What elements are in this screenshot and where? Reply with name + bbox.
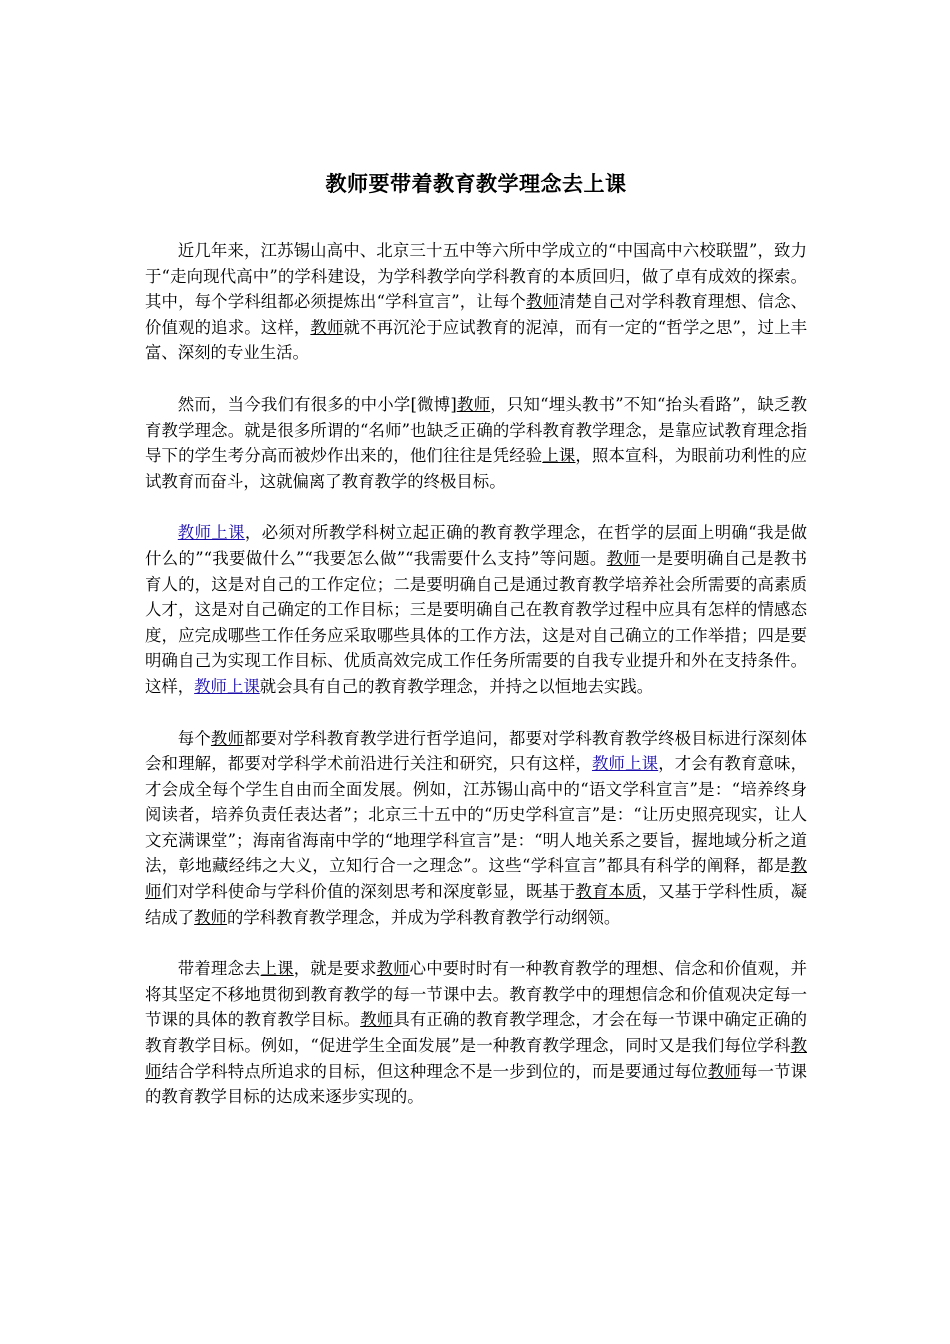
text-run: 们对学科使命与学科价值的深刻思考和深度彰显，既基于 <box>161 882 576 902</box>
text-run: 带着理念去 <box>177 959 261 979</box>
underlined-term: 教育本质 <box>575 882 642 902</box>
text-run: 近几年来，江苏锡山高中、北京三十五中等六所中学成立的“中国高中六校联盟”，致力于“走向现代高中”的学科建设，为学科教学向学科教育的本质回归，做了卓有成效的探索。其中，每个学科组都必须提炼出“学科宣言”，让每个 <box>145 241 807 312</box>
text-run: 具有正确的教育教学理念，才会在每一节课中确定正确的教育教学目标。例如，“促进学生全面发展”是一种教育教学理念，同时又是我们每位学科 <box>145 1010 807 1056</box>
text-run: 就会具有自己的教育教学理念，并持之以恒地去实践。 <box>259 676 654 696</box>
paragraph <box>145 238 807 366</box>
text-run: 一是要明确自己是教书育人的，这是对自己的工作定位；二是要明确自己是通过教育教学培养社会所需要的高素质人才，这是对自己确定的工作目标；三是要明确自己在教育教学过程中应具有怎样的情感态度，应完成哪些工作任务应采取哪些具体的工作方法，这是对自己确立的工作举措；四是要明确自己为实现工作目标、优质高效完成工作任务所需要的自我专业提升和外在支持条件。这样， <box>145 548 808 696</box>
underlined-term: 教师 <box>210 728 245 748</box>
underlined-term: 教师 <box>145 1036 807 1081</box>
text-run: 然而，当今我们有很多的中小学[微博] <box>177 394 457 414</box>
underlined-term: 上课 <box>260 959 294 979</box>
text-run: 每一节课的教育教学目标的达成来逐步实现的。 <box>145 1061 808 1107</box>
paragraph <box>145 726 807 931</box>
text-run: 清楚自己对学科教育理想、信念、价值观的追求。这样， <box>145 292 808 337</box>
inline-link[interactable]: 教师上课 <box>194 676 260 696</box>
text-run: ，只知“埋头教书”不知“抬头看路”，缺乏教育教学理念。就是很多所谓的“名师”也缺乏正确的学科教育教学理念，是靠应试教育理念指导下的学生考分高而被炒作出来的，他们往往是凭经验 <box>145 394 807 466</box>
underlined-term: 教师 <box>310 317 344 337</box>
underlined-term: 教师 <box>525 292 560 312</box>
text-run: 都要对学科教育教学进行哲学追问，都要对学科教育教学终极目标进行深刻体会和理解，都要对学科学术前沿进行关注和研究，只有这样， <box>145 728 807 774</box>
document-title: 教师要带着教育教学理念去上课 <box>325 172 627 196</box>
text-run: 每个 <box>177 728 211 748</box>
inline-link[interactable]: 教师上课 <box>591 754 659 774</box>
underlined-term: 上课 <box>542 446 576 466</box>
text-run: ，又基于学科性质，凝结成了 <box>145 882 808 927</box>
paragraph <box>145 956 807 1110</box>
underlined-term: 教师 <box>194 907 227 927</box>
inline-link[interactable]: 教师上课 <box>177 523 245 543</box>
text-run: 结合学科特点所追求的目标，但这种理念不是一步到位的，而是要通过每位 <box>161 1061 708 1081</box>
text-run: 就不再沉沦于应试教育的泥淖，而有一定的“哲学之思”，过上丰富、深刻的专业生活。 <box>145 317 808 363</box>
text-run: ，就是要求 <box>293 959 377 979</box>
underlined-term: 教师 <box>456 394 491 414</box>
paragraph <box>145 520 807 699</box>
paragraph <box>145 392 807 494</box>
text-run: ，必须对所教学科树立起正确的教育教学理念，在哲学的层面上明确“我是做什么的”“我要做什么”“我要怎么做”“我需要什么支持”等问题。 <box>145 523 807 568</box>
underlined-term: 教师 <box>360 1010 394 1030</box>
document-body <box>145 238 807 1110</box>
underlined-term: 教师 <box>145 856 807 902</box>
document-page <box>145 168 807 1136</box>
underlined-term: 教师 <box>707 1061 741 1081</box>
underlined-term: 教师 <box>376 959 410 979</box>
text-run: 的学科教育教学理念，并成为学科教育教学行动纲领。 <box>226 907 621 927</box>
underlined-term: 教师 <box>606 548 641 568</box>
text-run: 心中要时时有一种教育教学的理想、信念和价值观，并将其坚定不移地贯彻到教育教学的每一节课中去。教育教学中的理想信念和价值观决定每一节课的具体的教育教学目标。 <box>145 959 807 1030</box>
text-run: ，照本宣科，为眼前功利性的应试教育而奋斗，这就偏离了教育教学的终极目标。 <box>145 446 807 491</box>
text-run: ，才会有教育意味，才会成全每个学生自由而全面发展。例如，江苏锡山高中的“语文学科宣言”是：“培养终身阅读者，培养负责任表达者”；北京三十五中的“历史学科宣言”是：“让历史照亮现实，让人文充满课堂”；海南省海南中学的“地理学科宣言”是：“明人地关系之要旨，握地域分析之道法，彰地藏经纬之大义，立知行合一之理念”。这些“学科宣言”都具有科学的阐释，都是 <box>145 754 808 876</box>
